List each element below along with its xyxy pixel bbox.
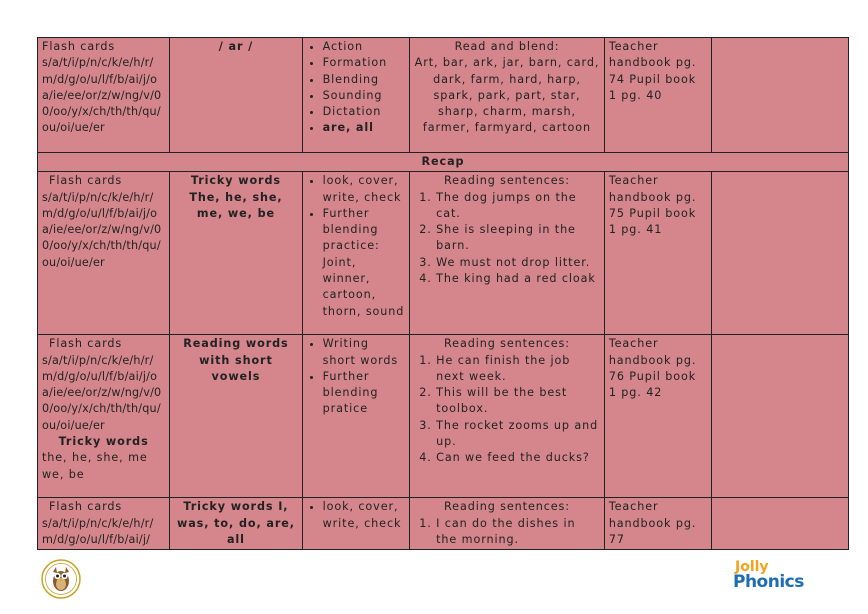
sentence-list [414, 353, 600, 467]
list-item: • look, cover, write, check [323, 173, 406, 206]
activities-cell [302, 172, 410, 335]
activities-cell [302, 335, 410, 498]
activity-list [307, 336, 406, 417]
focus-text: Tricky words The, he, she, me, we, be [189, 174, 283, 220]
focus-text: / ar / [218, 40, 254, 53]
reading-cell [410, 498, 605, 550]
list-item: 1. He can finish the job next week. [436, 353, 600, 386]
focus-cell [170, 172, 302, 335]
table-row [38, 38, 849, 153]
resources-cell [604, 38, 712, 153]
flash-cards-cell [38, 172, 170, 335]
flash-cards-cell [38, 38, 170, 153]
table-row [38, 153, 849, 172]
empty-cell [712, 498, 849, 550]
reading-title: Reading sentences: [443, 337, 570, 351]
list-item: 3. We must not drop litter. [436, 255, 600, 271]
list-item: • look, cover, write, check [323, 499, 406, 532]
list-item: 4. The king had a red cloak [436, 271, 600, 287]
table-row [38, 172, 849, 335]
focus-text: Tricky words I, was, to, do, are, all [176, 500, 295, 546]
tricky-words-list: the, he, she, me we, be [42, 451, 148, 481]
sentence-list [414, 190, 600, 288]
list-item: 1. I can do the dishes in the morning. [436, 516, 600, 549]
sound-list: s/a/t/i/p/n/c/k/e/h/r/m/d/g/o/u/l/f/b/ai/j/oa/ie/ee/or/z/w/ng/v/00/oo/y/x/ch/th/th/qu/ou/oi/ue/er [42, 353, 162, 432]
reading-cell [410, 38, 605, 153]
flash-cards-title: Flash cards [42, 40, 116, 53]
logo-phonics-text: Phonics [733, 572, 804, 592]
list-item: • Blending [323, 72, 406, 88]
sentence-list [414, 516, 600, 549]
tricky-words-title: Tricky words [58, 435, 149, 449]
focus-cell [170, 38, 302, 153]
activity-list [307, 173, 406, 320]
sound-list: s/a/t/i/p/n/c/k/e/h/r/m/d/g/o/u/l/f/b/ai/j/oa/ie/ee/or/z/w/ng/v/00/oo/y/x/ch/th/th/qu/ou/oi/ue/er [42, 56, 162, 135]
empty-cell [712, 38, 849, 153]
activity-list [307, 499, 406, 532]
reading-words: Art, bar, ark, jar, barn, card, dark, farm, hard, harp, spark, park, part, star, sharp, charm, marsh, farmer, farmyard, cartoon [414, 56, 600, 135]
sound-list: s/a/t/i/p/n/c/k/e/h/r/m/d/g/o/u/l/f/b/ai/j/oa/ie/ee/or/z/w/ng/v/00/oo/y/x/ch/th/th/qu/ou/oi/ue/er [42, 190, 162, 269]
logo-jolly-text: Jolly [735, 559, 769, 575]
reading-cell [410, 172, 605, 335]
list-item: • Dictation [323, 104, 406, 120]
list-item: • Sounding [323, 88, 406, 104]
activities-cell [302, 38, 410, 153]
focus-cell [170, 498, 302, 550]
reading-title: Reading sentences: [443, 174, 570, 188]
reading-title: Read and blend: [454, 40, 560, 53]
resources-cell [604, 335, 712, 498]
resources-text: Teacher handbook pg. 77 [608, 500, 697, 546]
list-item: 2. She is sleeping in the barn. [436, 222, 600, 255]
flash-cards-title: Flash cards [49, 500, 123, 514]
recap-heading: Recap [38, 153, 849, 172]
activities-cell [302, 498, 410, 550]
focus-cell [170, 335, 302, 498]
table-row [38, 335, 849, 498]
activity-list [307, 39, 406, 137]
list-item: • Further blending practice: Joint, winner, cartoon, thorn, sound [323, 206, 406, 320]
flash-cards-title: Flash cards [49, 174, 123, 188]
flash-cards-cell [38, 335, 170, 498]
list-item: • Writing short words [323, 336, 406, 369]
reading-cell [410, 335, 605, 498]
flash-cards-cell [38, 498, 170, 550]
jolly-phonics-logo [733, 561, 813, 597]
resources-cell [604, 498, 712, 550]
list-item: • are, all [323, 120, 406, 136]
list-item: 1. The dog jumps on the cat. [436, 190, 600, 223]
list-item: 4. Can we feed the ducks? [436, 450, 600, 466]
list-item: • Action [323, 39, 406, 55]
owl-logo-icon [41, 559, 81, 599]
sound-list: s/a/t/i/p/n/c/k/e/h/r/m/d/g/o/u/l/f/b/ai/j/ [42, 516, 154, 546]
reading-title: Reading sentences: [443, 500, 570, 514]
empty-cell [712, 335, 849, 498]
list-item: • Further blending pratice [323, 369, 406, 418]
empty-cell [712, 172, 849, 335]
list-item: • Formation [323, 55, 406, 71]
lesson-plan-table [37, 37, 849, 550]
resources-cell [604, 172, 712, 335]
focus-text: Reading words with short vowels [183, 337, 289, 383]
table-row [38, 498, 849, 550]
resources-text: Teacher handbook pg. 74 Pupil book 1 pg. 40 [608, 40, 697, 102]
list-item: 2. This will be the best toolbox. [436, 385, 600, 418]
resources-text: Teacher handbook pg. 75 Pupil book 1 pg. 41 [608, 174, 697, 237]
flash-cards-title: Flash cards [49, 337, 123, 351]
resources-text: Teacher handbook pg. 76 Pupil book 1 pg. 42 [608, 337, 697, 400]
list-item: 3. The rocket zooms up and up. [436, 418, 600, 451]
